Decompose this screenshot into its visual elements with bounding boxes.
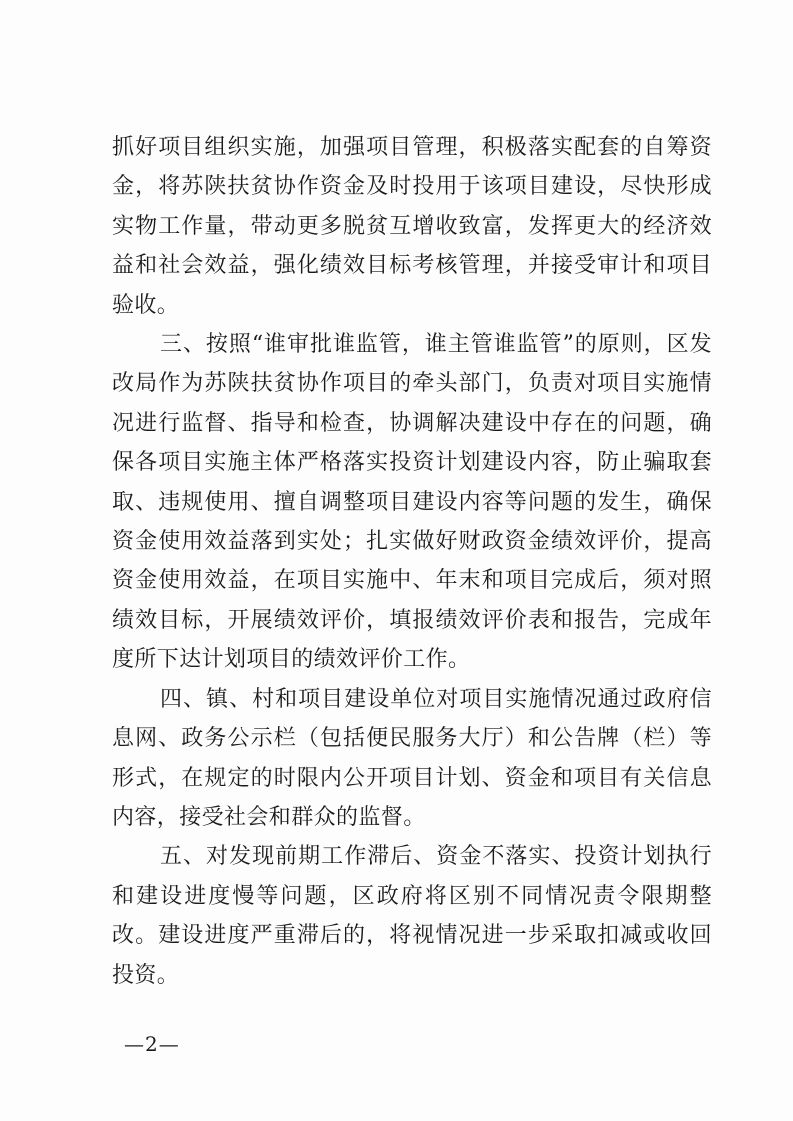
page-number: —2—	[124, 1032, 180, 1056]
paragraph-continuation: 抓好项目组织实施，加强项目管理，积极落实配套的自筹资金，将苏陕扶贫协作资金及时投用于该项目建设，尽快形成实物工作量，带动更多脱贫互增收致富，发挥更大的经济效益和社会效益，强化绩效目标考核管理，并接受审计和项目验收。	[112, 135, 712, 318]
paragraph-item-three: 三、按照“谁审批谁监管，谁主管谁监管”的原则，区发改局作为苏陕扶贫协作项目的牵头部门，负责对项目实施情况进行监督、指导和检查，协调解决建设中存在的问题，确保各项目实施主体严格落实投资计划建设内容，防止骗取套取、违规使用、擅自调整项目建设内容等问题的发生，确保资金使用效益落到实处；扎实做好财政资金绩效评价，提高资金使用效益，在项目实施中、年末和项目完成后，须对照绩效目标，开展绩效评价，填报绩效评价表和报告，完成年度所下达计划项目的绩效评价工作。	[112, 332, 712, 673]
paragraph-item-five: 五、对发现前期工作滞后、资金不落实、投资计划执行和建设进度慢等问题，区政府将区别不同情况责令限期整改。建设进度严重滞后的，将视情况进一步采取扣减或收回投资。	[112, 844, 712, 988]
paragraph-item-four: 四、镇、村和项目建设单位对项目实施情况通过政府信息网、政务公示栏（包括便民服务大厅）和公告牌（栏）等形式，在规定的时限内公开项目计划、资金和项目有关信息内容，接受社会和群众的监督。	[112, 686, 712, 830]
document-body	[112, 128, 712, 995]
